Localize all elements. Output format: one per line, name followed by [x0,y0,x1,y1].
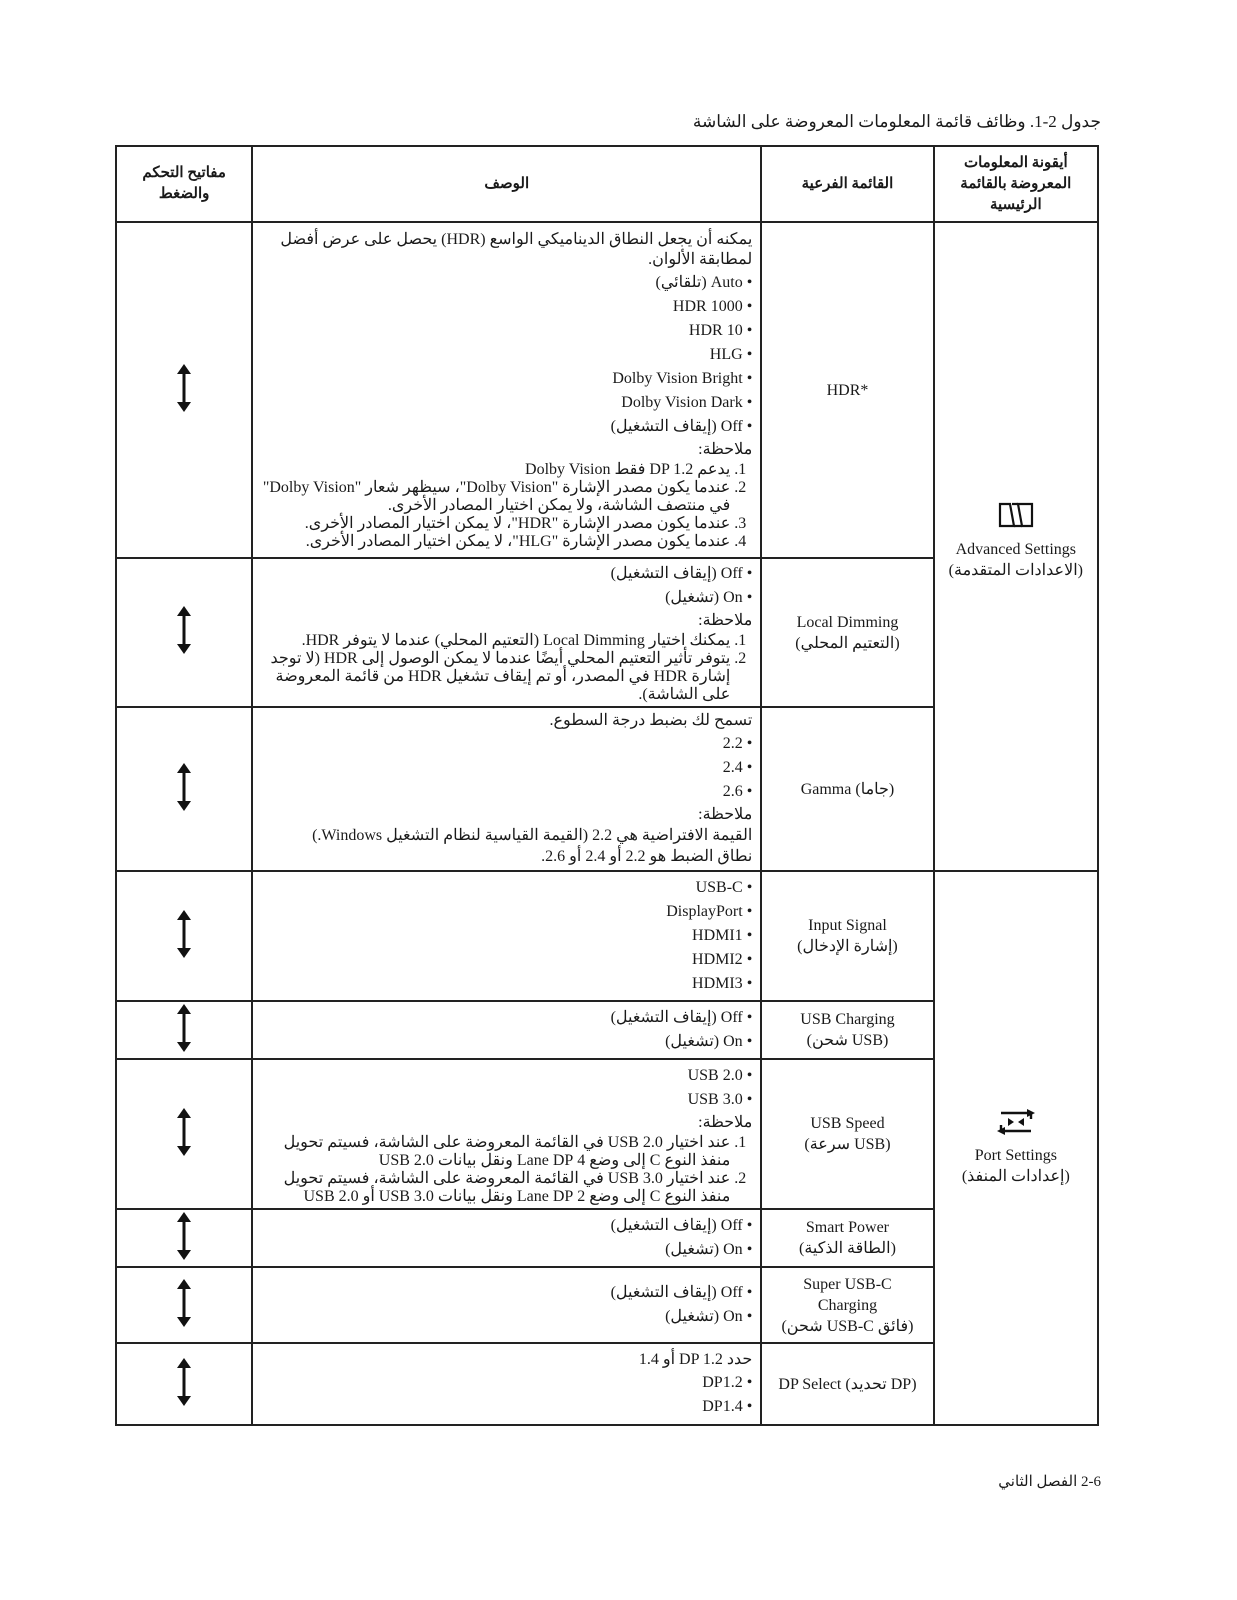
local-dimming-notes [261,632,752,704]
super-usbc-option-off: • Off (إيقاف التشغيل) [261,1282,752,1304]
port-settings-label-ar: (إعدادات المنفذ) [961,1168,1070,1185]
submenu-smart-power [761,1209,933,1267]
dp-select-option-1-2: • DP1.2 [261,1372,752,1394]
submenu-super-usbc-charging [761,1267,933,1343]
usb-charging-option-on: • On (تشغيل) [261,1031,752,1053]
submenu-usb-charging [761,1001,933,1059]
hdr-note: 3. عندما يكون مصدر الإشارة "HDR"، لا يمكن اختيار المصادر الأخرى. [261,515,730,533]
up-down-arrow-icon [176,1358,192,1411]
gamma-option-2-4: • 2.4 [261,757,752,779]
control-cell [116,1059,252,1209]
osd-functions-table [115,145,1099,1426]
dp-select-intro: حدد DP 1.2 أو 1.4 [638,1350,753,1368]
up-down-arrow-icon [176,763,192,816]
header-controls: مفاتيح التحكم والضغط [116,146,252,222]
advanced-settings-icon [935,501,1097,535]
advanced-settings-label: Advanced Settings [955,541,1077,558]
gamma-intro: تسمح لك بضبط درجة السطوع. [549,712,753,729]
up-down-arrow-icon [176,1279,192,1332]
main-menu-advanced-settings [934,222,1098,871]
submenu-usb-speed [761,1059,933,1209]
control-cell [116,1209,252,1267]
dp-select-option-1-4: • DP1.4 [261,1396,752,1418]
main-menu-port-settings [934,871,1098,1425]
note-label: ملاحظة: [698,806,753,823]
usb-speed-option-2-0: • USB 2.0 [261,1065,752,1087]
usb-charging-option-off: • Off (إيقاف التشغيل) [261,1007,752,1029]
hdr-option-10: • HDR 10 [261,320,752,342]
up-down-arrow-icon [176,1212,192,1265]
description-cell [252,558,761,707]
submenu-super-usbc-ar: (شحن USB-C فائق) [781,1317,914,1335]
submenu-local-dimming [761,558,933,707]
local-dimming-note: 2. يتوفر تأثير التعتيم المحلي أيضًا عندما لا يمكن الوصول إلى HDR (لا توجد إشارة HDR في المصدر، أو تم إيقاف تشغيل HDR من قائمة المعروضة على الشاشة). [261,650,730,704]
gamma-option-2-2: • 2.2 [261,733,752,755]
control-cell [116,222,252,558]
description-cell [252,1001,761,1059]
submenu-hdr: HDR* [761,222,933,558]
port-settings-icon [935,1109,1097,1141]
submenu-smart-power-en: Smart Power [805,1219,890,1236]
control-cell [116,707,252,871]
hdr-notes [261,461,752,551]
up-down-arrow-icon [176,364,192,417]
hdr-note: 2. عندما يكون مصدر الإشارة "Dolby Vision"، سيظهر شعار "Dolby Vision" في منتصف الشاشة، ولا يمكن اختيار المصادر الأخرى. [261,479,730,515]
local-dimming-note: 1. يمكنك اختيار Local Dimming (التعتيم المحلي) عندما لا يتوفر HDR. [261,632,730,650]
submenu-smart-power-ar: (الطاقة الذكية) [798,1240,896,1257]
header-main-menu: أيقونة المعلومات المعروضة بالقائمة الرئيسية [934,146,1098,222]
hdr-note: 1. يدعم DP 1.2 فقط Dolby Vision [261,461,730,479]
up-down-arrow-icon [176,1004,192,1057]
hdr-option-dolby-bright: • Dolby Vision Bright [261,368,752,390]
input-option-hdmi3: • HDMI3 [261,973,752,995]
table-caption: جدول 2-1. وظائف قائمة المعلومات المعروضة على الشاشة [692,112,1101,131]
description-cell [252,1059,761,1209]
hdr-option-auto: • Auto (تلقائي) [261,272,752,294]
input-option-usbc: • USB-C [261,877,752,899]
submenu-local-dimming-en: Local Dimming [796,613,899,631]
submenu-usb-charging-ar: (شحن USB) [806,1032,889,1049]
submenu-usb-speed-en: USB Speed [810,1115,885,1132]
local-dimming-option-off: • Off (إيقاف التشغيل) [261,563,752,585]
control-cell [116,1001,252,1059]
submenu-input-signal-en: Input Signal [808,917,887,934]
up-down-arrow-icon [176,1108,192,1161]
control-cell [116,871,252,1001]
input-option-displayport: • DisplayPort [261,901,752,923]
submenu-local-dimming-ar: (التعتيم المحلي) [795,634,900,652]
header-description: الوصف [252,146,761,222]
gamma-option-2-6: • 2.6 [261,781,752,803]
submenu-input-signal-ar: (إشارة الإدخال) [797,938,898,955]
input-option-hdmi1: • HDMI1 [261,925,752,947]
hdr-intro: يمكنه أن يجعل النطاق الديناميكي الواسع (HDR) يحصل على عرض أفضل لمطابقة الألوان. [280,231,753,268]
usb-speed-option-3-0: • USB 3.0 [261,1089,752,1111]
gamma-note-line: القيمة الافتراضية هي 2.2 (القيمة القياسية لنظام التشغيل Windows.) [312,827,753,844]
submenu-super-usbc-line1: Super USB-C [803,1275,892,1293]
note-label: ملاحظة: [698,612,753,629]
up-down-arrow-icon [176,910,192,963]
submenu-input-signal [761,871,933,1001]
usb-speed-note: 2. عند اختيار USB 3.0 في القائمة المعروضة على الشاشة، فسيتم تحويل منفذ النوع C إلى وضع 2 Lane DP ونقل بيانات USB 3.0 أو USB 2.0 [261,1170,730,1206]
hdr-option-hlg: • HLG [261,344,752,366]
super-usbc-option-on: • On (تشغيل) [261,1306,752,1328]
hdr-option-1000: • HDR 1000 [261,296,752,318]
note-label: ملاحظة: [698,441,753,458]
control-cell [116,558,252,707]
table-row [116,871,1098,1001]
submenu-super-usbc-line2: Charging [817,1296,878,1314]
hdr-option-off: • Off (إيقاف التشغيل) [261,416,752,438]
hdr-option-dolby-dark: • Dolby Vision Dark [261,392,752,414]
up-down-arrow-icon [176,606,192,659]
description-cell [252,222,761,558]
description-cell [252,1209,761,1267]
gamma-note-line: نطاق الضبط هو 2.2 أو 2.4 أو 2.6. [541,848,753,865]
input-option-hdmi2: • HDMI2 [261,949,752,971]
description-cell [252,1267,761,1343]
submenu-usb-charging-en: USB Charging [800,1011,895,1028]
advanced-settings-label-ar: (الاعدادات المتقدمة) [948,562,1083,579]
table-row [116,222,1098,558]
submenu-dp-select: DP Select (تحديد DP) [761,1343,933,1425]
port-settings-label: Port Settings [974,1147,1057,1164]
control-cell [116,1343,252,1425]
submenu-gamma: Gamma (جاما) [761,707,933,871]
page-footer: 2-6 الفصل الثاني [998,1474,1101,1490]
submenu-usb-speed-ar: (سرعة USB) [804,1136,891,1153]
local-dimming-option-on: • On (تشغيل) [261,587,752,609]
control-cell [116,1267,252,1343]
note-label: ملاحظة: [698,1113,753,1131]
smart-power-option-on: • On (تشغيل) [261,1239,752,1261]
description-cell [252,1343,761,1425]
header-submenu: القائمة الفرعية [761,146,933,222]
hdr-note: 4. عندما يكون مصدر الإشارة "HLG"، لا يمكن اختيار المصادر الأخرى. [261,533,730,551]
description-cell [252,707,761,871]
usb-speed-notes [261,1134,752,1206]
smart-power-option-off: • Off (إيقاف التشغيل) [261,1215,752,1237]
description-cell [252,871,761,1001]
usb-speed-note: 1. عند اختيار USB 2.0 في القائمة المعروضة على الشاشة، فسيتم تحويل منفذ النوع C إلى وضع 4 Lane DP ونقل بيانات USB 2.0 [261,1134,730,1170]
